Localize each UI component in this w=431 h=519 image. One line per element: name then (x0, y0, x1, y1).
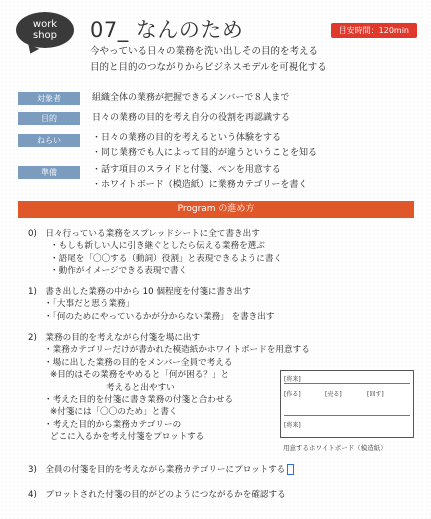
prep-label: 準備 (18, 166, 80, 179)
badge-line-1: work (32, 19, 58, 30)
step-1 (28, 286, 274, 323)
wb-tag-c: [回す] (367, 391, 384, 398)
step-2-item: ・考えた目的から業務カテゴリーの (44, 419, 182, 430)
wb-line (284, 383, 410, 384)
prep-list (92, 163, 307, 193)
whiteboard-figure (280, 370, 414, 438)
step-2 (28, 332, 310, 444)
step-2-item: ・業務カテゴリーだけが書かれた模造紙かホワイトボードを用意する (44, 345, 310, 356)
step-0-item: ・もしも新しい人に引き継ぐとしたら伝える業務を選ぶ (50, 241, 265, 252)
wb-line (284, 415, 410, 416)
step-1-item: ・「何のためにやっているかが分からない業務」 を書き出す (44, 311, 275, 322)
step-2-note: ※目的はその業務をやめると「何が困る？」と (50, 370, 230, 381)
badge-line-2: shop (32, 30, 57, 41)
wb-tag-top: [将来] (284, 376, 301, 383)
step-4: 4) プロットされた付箋の目的がどのようにつながるかを確認する (28, 490, 286, 500)
text-cursor-icon (287, 464, 294, 475)
purpose-text: 日々の業務の目的を考え自分の役割を再認識する (92, 113, 291, 123)
step-0-item: ・動作がイメージできる表現で書く (50, 266, 188, 277)
wb-tag-a: [作る] (284, 391, 301, 398)
step-0 (28, 228, 282, 278)
lead-line-2: 目的と目的のつながりからビジネスモデルを可視化する (90, 62, 327, 73)
aim-item: ・日々の業務の目的を考えるという体験をする (92, 133, 282, 143)
step-2-note: ※付箋には「〇〇のため」と書く (50, 407, 178, 418)
step-2-title: 2) 業務の目的を考えながら付箋を場に出す (28, 333, 201, 343)
target-label: 対象者 (18, 92, 80, 105)
step-1-title: 1) 書き出した業務の中から 10 個程度を付箋に書き出す (28, 287, 251, 297)
step-2-item: ・考えた目的を付箋に書き業務の付箋と合わせる (44, 395, 234, 406)
step-2-item: ・場に出した業務の目的をメンバー全員で考える (44, 357, 233, 368)
prep-item: ・ホワイトボード（模造紙）に業務カテゴリーを書く (92, 180, 308, 190)
time-badge: 目安時間：120min (331, 23, 417, 38)
lead-line-1: 今やっている日々の業務を洗い出しその目的を考える (90, 46, 319, 57)
prep-item: ・話す項目のスライドと付箋、ペンを用意する (92, 165, 281, 175)
workshop-badge (16, 12, 74, 48)
wb-tag-b: [売る] (325, 391, 342, 398)
aim-item: ・同じ業務でも人によって目的が違うということを知る (92, 148, 318, 158)
step-0-item: ・語尾を「〇〇する（動詞）役割」と表現できるように書く (50, 253, 283, 264)
aim-label: ねらい (18, 134, 80, 147)
step-0-title: 0) 日々行っている業務をスプレッドシートに全て書き出す (28, 229, 260, 239)
wb-tag-bottom: [将来] (284, 422, 301, 429)
purpose-label: 目的 (18, 112, 80, 125)
step-1-item: ・「大事だと思う業務」 (44, 299, 135, 310)
step-2-note: 考えると出やすい (106, 382, 175, 393)
program-header: Program の進め方 (18, 201, 414, 218)
whiteboard-caption: 用意するホワイトボード（模造紙） (283, 444, 387, 452)
step-3: 3) 全員の付箋を目的を考えながら業務カテゴリーにプロットする (28, 465, 286, 475)
page-title: 07_ なんのため (90, 18, 244, 42)
step-2-item: どこに入るかを考え付箋をプロットする (50, 432, 205, 443)
lead-text (90, 44, 327, 76)
aim-list (92, 131, 317, 161)
target-text: 組織全体の業務が把握できるメンバーで８人まで (92, 93, 290, 103)
